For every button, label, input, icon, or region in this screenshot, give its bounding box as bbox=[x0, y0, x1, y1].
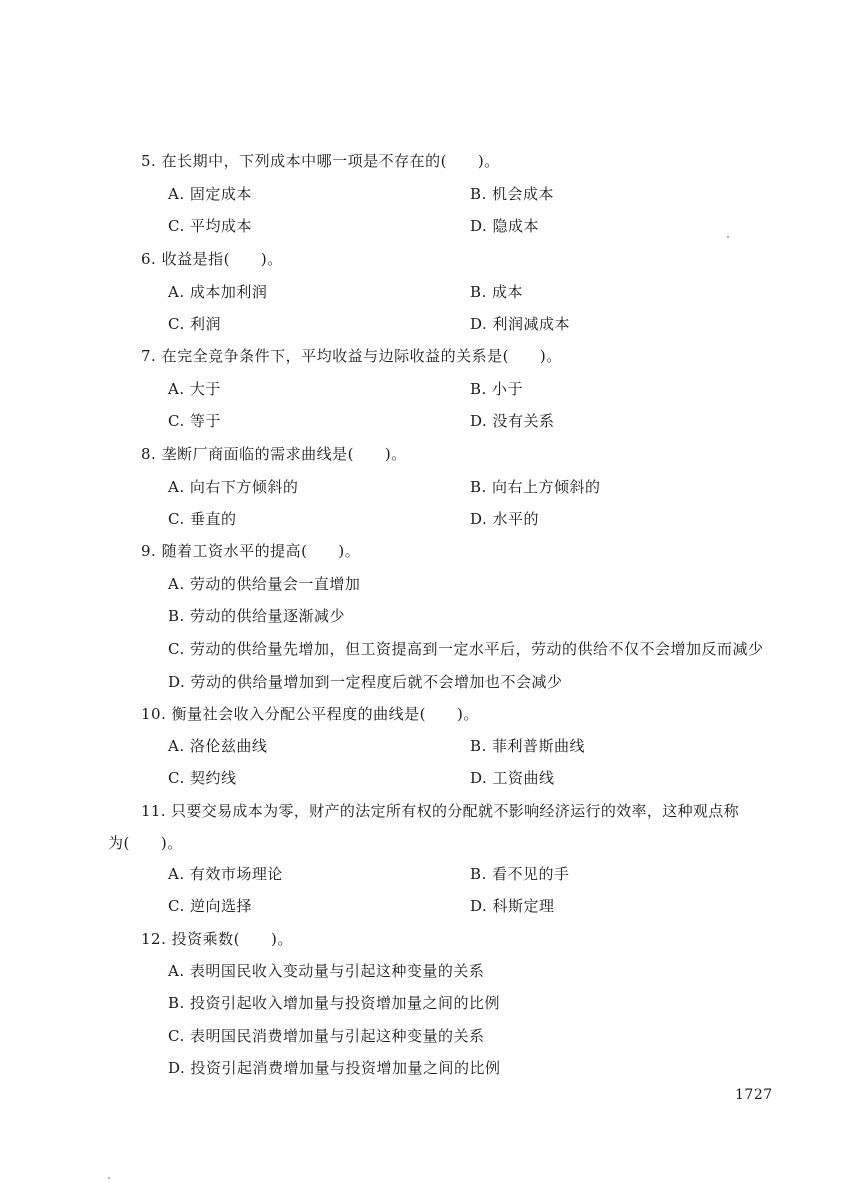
question-7-option-b: B. 小于 bbox=[470, 380, 524, 398]
question-8-stem: 8. 垄断厂商面临的需求曲线是( )。 bbox=[141, 445, 407, 463]
question-11-option-a: A. 有效市场理论 bbox=[168, 865, 283, 883]
question-7-option-d: D. 没有关系 bbox=[470, 412, 555, 430]
question-5-option-c: C. 平均成本 bbox=[168, 217, 252, 235]
question-12-option-d: D. 投资引起消费增加量与投资增加量之间的比例 bbox=[168, 1059, 501, 1077]
question-12-option-a: A. 表明国民收入变动量与引起这种变量的关系 bbox=[168, 962, 485, 980]
question-7-stem: 7. 在完全竞争条件下，平均收益与边际收益的关系是( )。 bbox=[141, 347, 562, 365]
question-7-option-a: A. 大于 bbox=[168, 380, 221, 398]
scan-speck bbox=[727, 236, 729, 238]
question-10-option-d: D. 工资曲线 bbox=[470, 769, 555, 787]
question-5-option-a: A. 固定成本 bbox=[168, 185, 252, 203]
question-9-option-d: D. 劳动的供给量增加到一定程度后就不会增加也不会减少 bbox=[168, 673, 563, 691]
question-9-stem: 9. 随着工资水平的提高( )。 bbox=[141, 542, 361, 560]
question-5-option-d: D. 隐成本 bbox=[470, 217, 540, 235]
question-9-option-b: B. 劳动的供给量逐渐减少 bbox=[168, 607, 346, 625]
question-8-option-d: D. 水平的 bbox=[470, 510, 540, 528]
question-10-option-c: C. 契约线 bbox=[168, 769, 237, 787]
question-9-option-c: C. 劳动的供给量先增加，但工资提高到一定水平后，劳动的供给不仅不会增加反而减少 bbox=[168, 640, 764, 658]
question-11-stem-continuation: 为( )。 bbox=[108, 834, 183, 852]
question-10-option-a: A. 洛伦兹曲线 bbox=[168, 737, 268, 755]
question-12-option-c: C. 表明国民消费增加量与引起这种变量的关系 bbox=[168, 1027, 485, 1045]
page-number: 1727 bbox=[735, 1087, 773, 1103]
question-11-option-d: D. 科斯定理 bbox=[470, 897, 555, 915]
question-8-option-b: B. 向右上方倾斜的 bbox=[470, 478, 601, 496]
question-8-option-a: A. 向右下方倾斜的 bbox=[168, 478, 299, 496]
question-11-option-b: B. 看不见的手 bbox=[470, 865, 570, 883]
question-7-option-c: C. 等于 bbox=[168, 412, 221, 430]
question-6-option-c: C. 利润 bbox=[168, 315, 221, 333]
question-6-stem: 6. 收益是指( )。 bbox=[141, 250, 283, 268]
question-10-option-b: B. 菲利普斯曲线 bbox=[470, 737, 586, 755]
question-12-stem: 12. 投资乘数( )。 bbox=[141, 930, 293, 948]
question-8-option-c: C. 垂直的 bbox=[168, 510, 237, 528]
question-6-option-d: D. 利润减成本 bbox=[470, 315, 571, 333]
question-11-option-c: C. 逆向选择 bbox=[168, 897, 252, 915]
question-6-option-a: A. 成本加利润 bbox=[168, 283, 268, 301]
scan-speck bbox=[108, 1177, 110, 1179]
question-12-option-b: B. 投资引起收入增加量与投资增加量之间的比例 bbox=[168, 994, 501, 1012]
question-11-stem: 11. 只要交易成本为零，财产的法定所有权的分配就不影响经济运行的效率，这种观点称 bbox=[141, 802, 739, 820]
question-6-option-b: B. 成本 bbox=[470, 283, 524, 301]
question-10-stem: 10. 衡量社会收入分配公平程度的曲线是( )。 bbox=[141, 705, 479, 723]
question-9-option-a: A. 劳动的供给量会一直增加 bbox=[168, 575, 361, 593]
question-5-option-b: B. 机会成本 bbox=[470, 185, 555, 203]
question-5-stem: 5. 在长期中，下列成本中哪一项是不存在的( )。 bbox=[141, 152, 500, 170]
